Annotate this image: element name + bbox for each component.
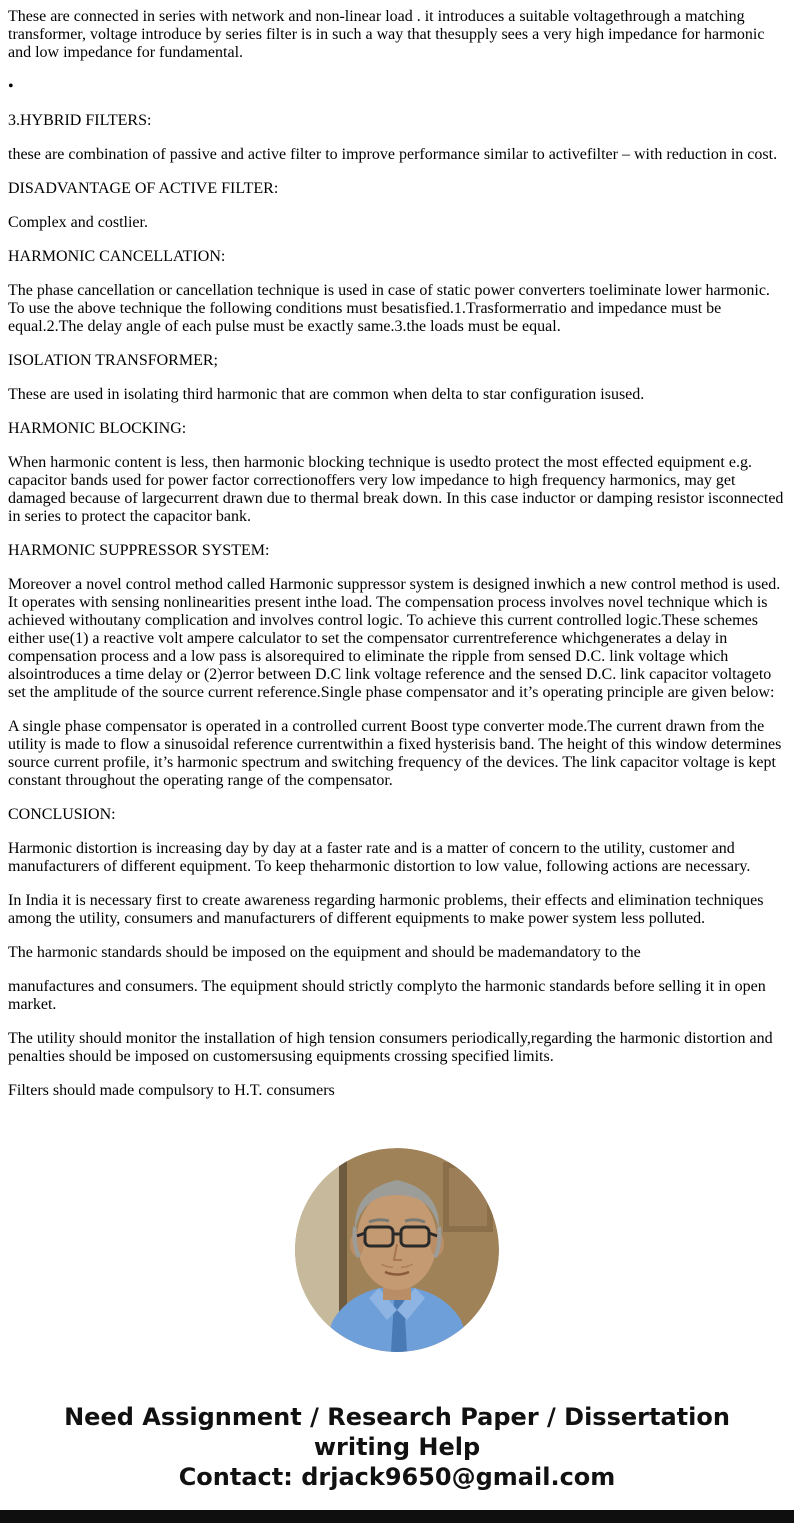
section-heading-harmonic-suppressor-system: HARMONIC SUPPRESSOR SYSTEM: — [8, 542, 270, 559]
section-heading-harmonic-cancellation: HARMONIC CANCELLATION: — [8, 248, 226, 265]
paragraph: These are connected in series with network and non-linear load . it introduces a suitable voltagethrough a matching transformer, voltage introduce by series filter is in such a way that thesupply sees a very high impedance for harmonic and low impedance for fundamental. — [8, 8, 765, 61]
contact-email-line: Contact: drjack9650@gmail.com — [178, 1463, 616, 1491]
person-portrait-illustration — [295, 1148, 499, 1352]
banner-line-2: writing Help — [313, 1433, 481, 1461]
paragraph: The phase cancellation or cancellation technique is used in case of static power converters toeliminate lower harmonic. To use the above technique the following conditions must besatisfied.1.Trasformerratio and impedance must be equal.2.The delay angle of each pulse must be exactly same.3.the loads must be equal. — [8, 282, 770, 335]
help-banner — [8, 1402, 786, 1492]
paragraph: These are used in isolating third harmonic that are common when delta to star configuration isused. — [8, 386, 645, 403]
paragraph: Harmonic distortion is increasing day by day at a faster rate and is a matter of concern to the utility, customer and manufacturers of different equipment. To keep theharmonic distortion to low value, following actions are necessary. — [8, 840, 751, 875]
bullet-point: • — [8, 78, 14, 95]
paragraph: Moreover a novel control method called Harmonic suppressor system is designed inwhich a new control method is used. It operates with sensing nonlinearities present inthe load. The compensation process involves novel technique which is achieved withoutany complication and involves control logic. To achieve this current controlled logic.These schemes either use(1) a reactive volt ampere calculator to set the compensator currentreference whichgenerates a delay in compensation process and a low pass is alsorequired to eliminate the ripple from sensed D.C. link voltage which alsointroduces a time delay or (2)error between D.C link voltage reference and the sensed D.C. link capacitor voltageto set the amplitude of the source current reference.Single phase compensator and it’s operating principle are given below: — [8, 576, 781, 701]
banner-line-1: Need Assignment / Research Paper / Dissertation — [64, 1403, 730, 1431]
paragraph: A single phase compensator is operated in a controlled current Boost type converter mode.The current drawn from the utility is made to flow a sinusoidal reference currentwithin a fixed hysterisis band. The height of this window determines source current profile, it’s harmonic spectrum and switching frequency of the devices. The link capacitor voltage is kept constant throughout the operating range of the compensator. — [8, 718, 782, 789]
paragraph: In India it is necessary first to create awareness regarding harmonic problems, their effects and elimination techniques among the utility, consumers and manufacturers of different equipments to make power system less polluted. — [8, 892, 764, 927]
section-heading-disadvantage-active-filter: DISADVANTAGE OF ACTIVE FILTER: — [8, 180, 279, 197]
section-heading-harmonic-blocking: HARMONIC BLOCKING: — [8, 420, 187, 437]
paragraph: The utility should monitor the installation of high tension consumers periodically,regarding the harmonic distortion and penalties should be imposed on customersusing equipments crossing specified limits. — [8, 1030, 773, 1065]
paragraph: Complex and costlier. — [8, 214, 148, 231]
bottom-bar — [0, 1510, 794, 1523]
section-heading-hybrid-filters: 3.HYBRID FILTERS: — [8, 112, 152, 129]
section-heading-conclusion: CONCLUSION: — [8, 806, 116, 823]
paragraph: these are combination of passive and active filter to improve performance similar to activefilter – with reduction in cost. — [8, 146, 778, 163]
section-heading-isolation-transformer: ISOLATION TRANSFORMER; — [8, 352, 218, 369]
person-photo — [295, 1148, 499, 1352]
paragraph: When harmonic content is less, then harmonic blocking technique is usedto protect the most effected equipment e.g. capacitor bands used for power factor correctionoffers very low impedance to high frequency harmonics, may get damaged because of largecurrent drawn due to thermal break down. In this case inductor or damping resistor isconnected in series to protect the capacitor bank. — [8, 454, 784, 525]
paragraph: manufactures and consumers. The equipment should strictly complyto the harmonic standards before selling it in open market. — [8, 978, 766, 1013]
paragraph: The harmonic standards should be imposed on the equipment and should be mademandatory to the — [8, 944, 641, 961]
paragraph: Filters should made compulsory to H.T. consumers — [8, 1082, 335, 1099]
